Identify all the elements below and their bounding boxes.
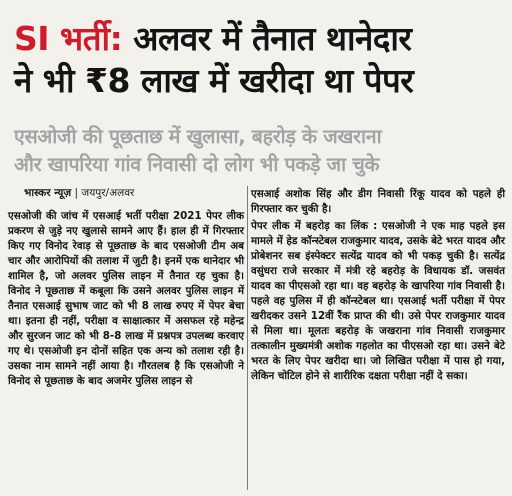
subheadline-line-1: एसओजी की पूछताछ में खुलासा, बहरोड़ के जखराना	[14, 125, 382, 148]
headline-tag: SI भर्ती:	[14, 19, 123, 58]
section-heading: पेपर लीक में बहरोड़ का लिंक :	[251, 220, 378, 232]
right-continuation: एसआई अशोक सिंह और डीग निवासी रिंकू यादव को पहले ही गिरफ्तार कर चुकी है।	[251, 188, 505, 215]
byline-agency: भास्कर न्यूज़	[24, 187, 72, 199]
byline	[24, 186, 248, 200]
left-column	[8, 209, 244, 389]
headline	[14, 18, 506, 102]
right-paragraph: एसओजी ने एक माह पहले इस मामले में हेड कॉन्स्टेबल राजकुमार यादव, उसके बेटे भरत यादव और प्रोबेशनर सब इंस्पेक्टर सत्येंद्र यादव को भी पकड़ चुकी है। सत्येंद्र वसुंधरा राजे सरकार में मंत्री रहे बहरोड़ के विधायक डॉ. जसवंत यादव का पीएसओ रहा था। वह बहरोड़ के खापरिया गांव निवासी है। पहले वह पुलिस में ही कॉन्स्टेबल था। एसआई भर्ती परीक्षा में पेपर खरीदकर उसने 12वीं रैंक प्राप्त की थी। उसे पेपर राजकुमार यादव से मिला था। मूलतः बहरोड़ के जखराना गांव निवासी राजकुमार तत्कालीन मुख्यमंत्री अशोक गहलोत का पीएसओ रहा था। उसने बेटे भरत के लिए पेपर खरीदा था। जो लिखित परीक्षा में पास हो गया, लेकिन चोटिल होने से शारीरिक दक्षता परीक्षा नहीं दे सका।	[251, 220, 505, 382]
headline-line-1-text: अलवर में तैनात थानेदार	[133, 19, 412, 58]
subheadline	[14, 123, 508, 179]
column-divider	[247, 186, 248, 490]
right-column	[251, 187, 505, 384]
byline-location: | जयपुर/अलवर	[74, 187, 135, 199]
subheadline-line-2: और खापरिया गांव निवासी दो लोग भी पकड़े जा चुके	[14, 153, 380, 176]
right-section	[251, 219, 505, 384]
headline-line-1	[14, 18, 506, 60]
headline-line-2: ने भी ₹8 लाख में खरीदा था पेपर	[14, 61, 414, 100]
left-paragraph: एसओजी की जांच में एसआई भर्ती परीक्षा 2021 पेपर लीक प्रकरण से जुड़े नए खुलासे सामने आए हैं। हाल ही में गिरफ्तार किए गए विनोद रेवाड़ से पूछताछ के बाद एसओजी टीम अब चार और आरोपियों की तलाश में जुटी है। इनमें एक थानेदार भी शामिल है, जो अलवर पुलिस लाइन में तैनात रह चुका है। विनोद ने पूछताछ में कबूला कि उसने अलवर पुलिस लाइन में तैनात एसआई सुभाष जाट को भी 8 लाख रुपए में पेपर बेचा था। इतना ही नहीं, परीक्षा व साक्षात्कार में असफल रहे महेन्द्र और सुरजन जाट को भी 8-8 लाख में प्रश्नपत्र उपलब्ध करवाए गए थे। एसओजी इन दोनों सहित एक अन्य को तलाश रही है। उसका नाम सामने नहीं आया है। गौरतलब है कि एसओजी ने विनोद से पूछताछ के बाद अजमेर पुलिस लाइन से	[8, 210, 244, 387]
